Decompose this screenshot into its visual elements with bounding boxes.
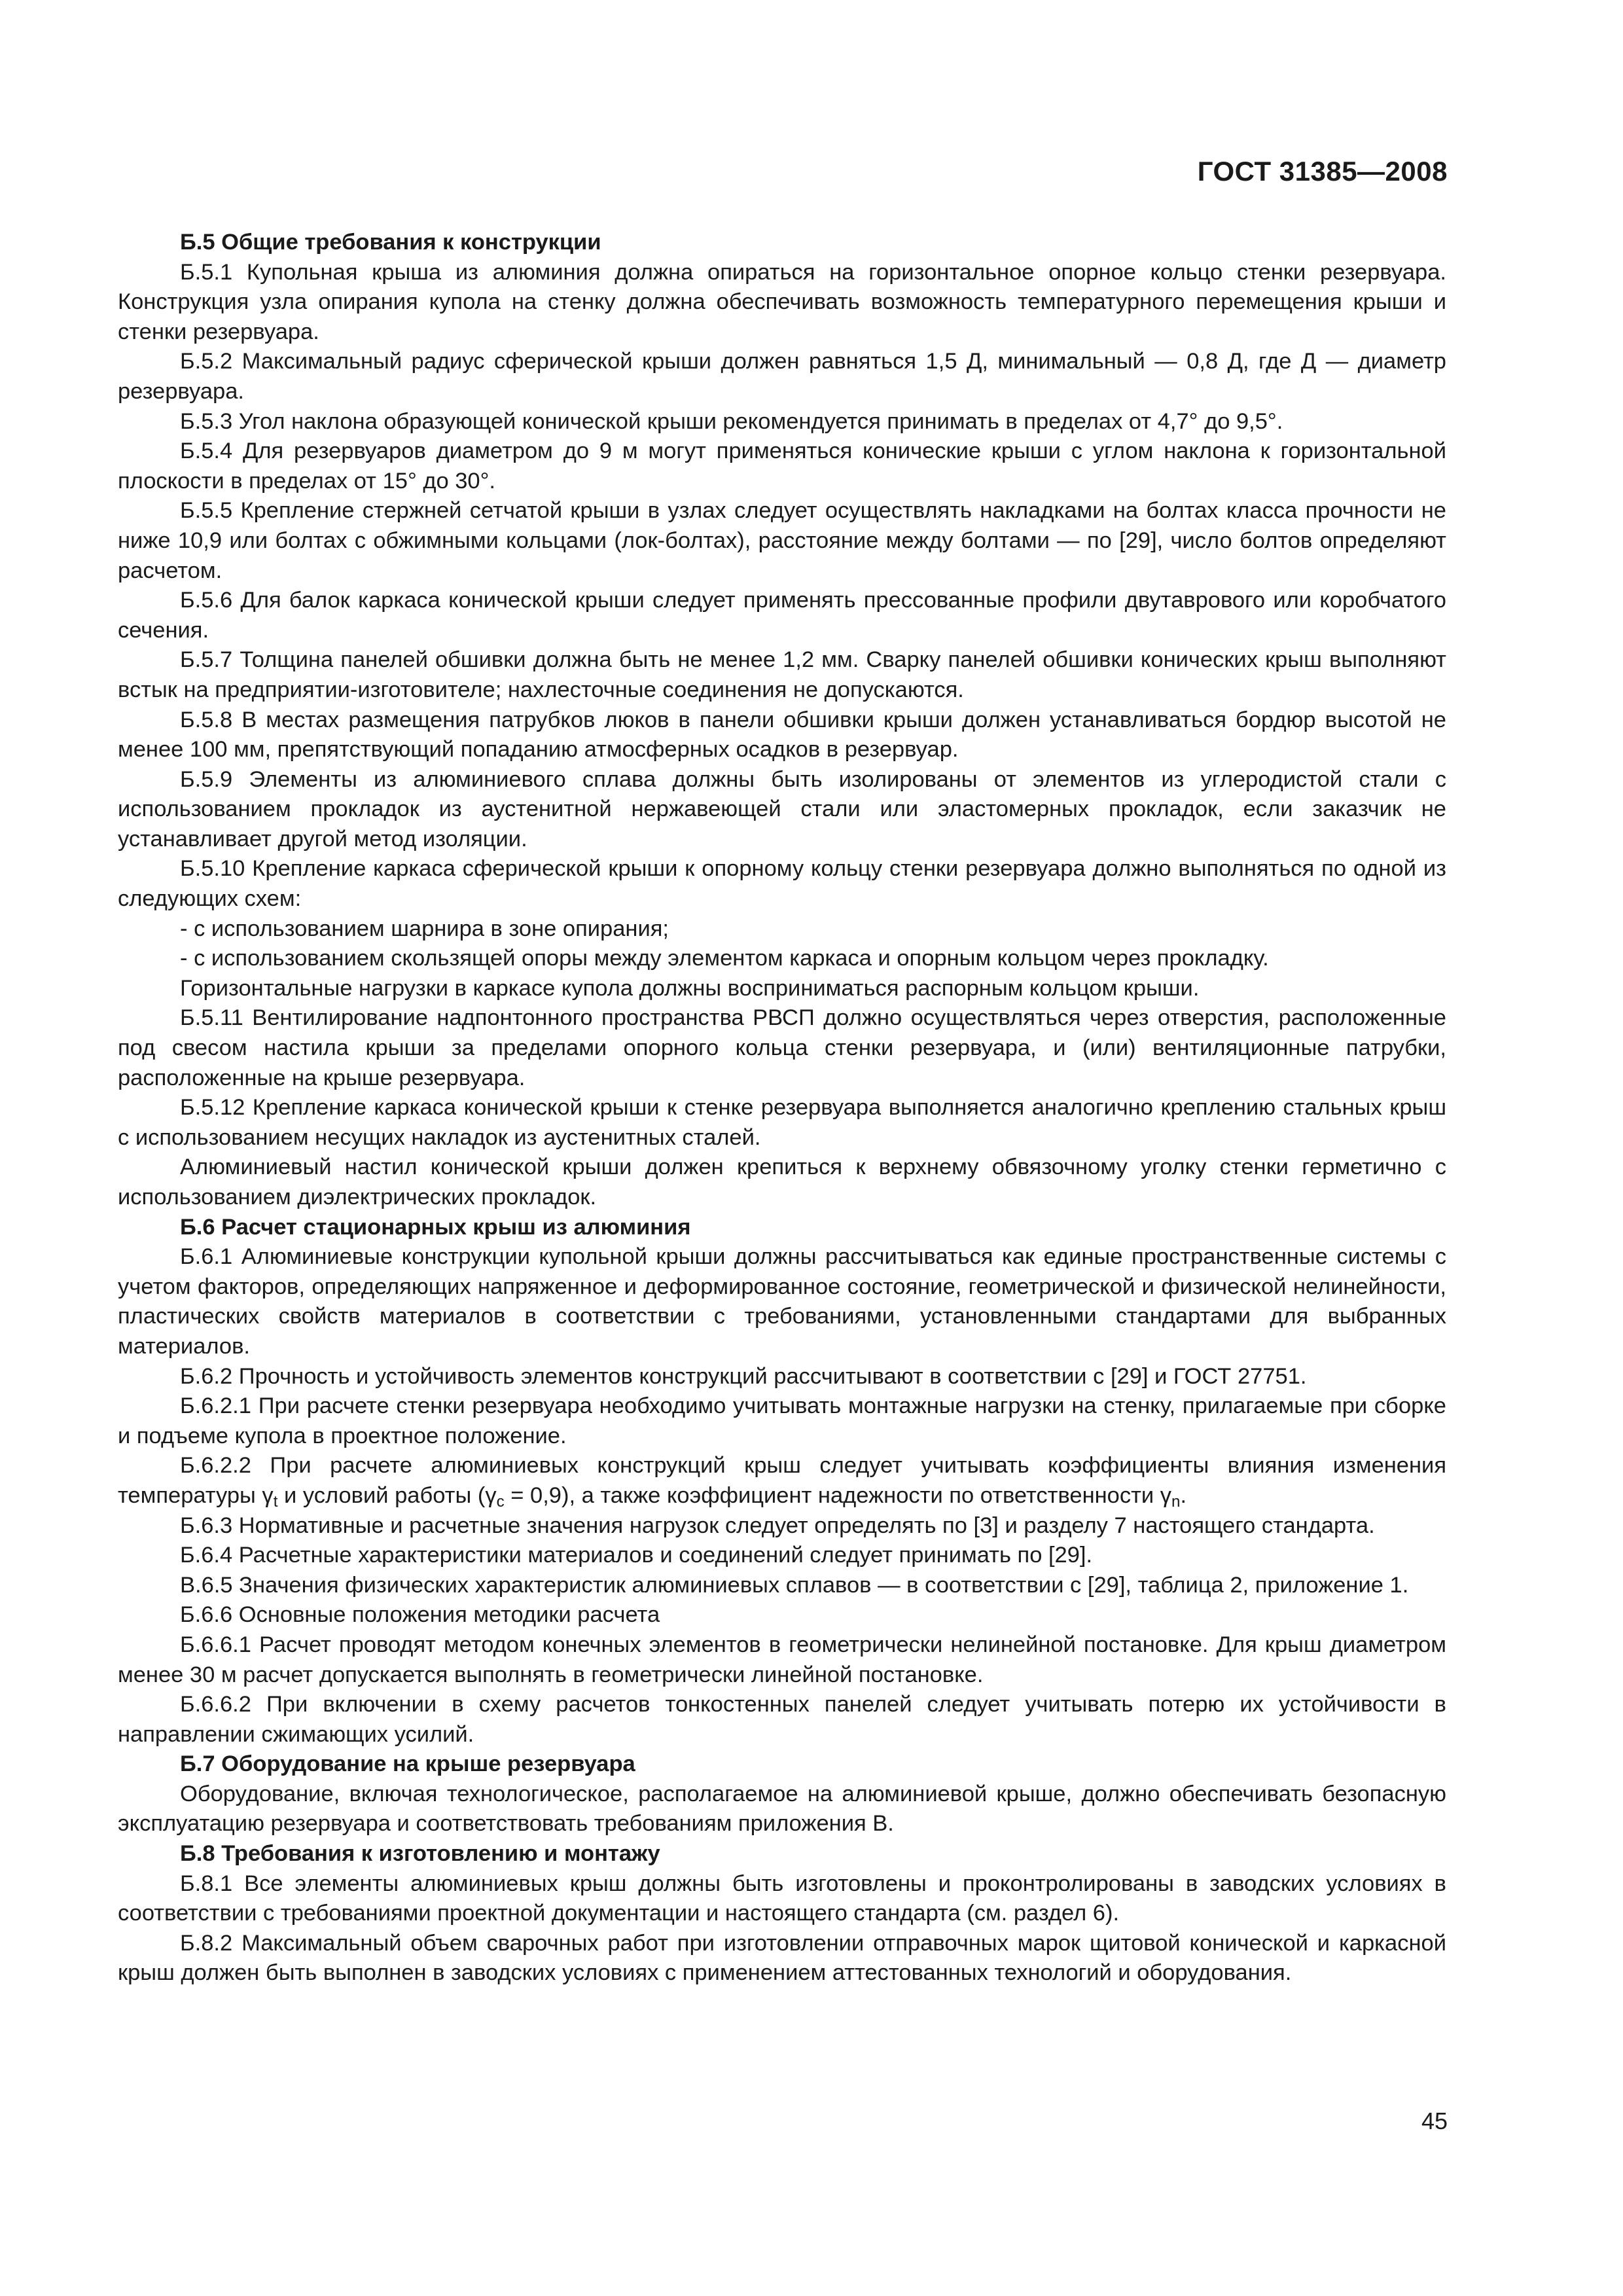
page-number: 45: [1421, 2108, 1448, 2134]
section-heading: Б.5 Общие требования к конструкции: [180, 230, 601, 255]
paragraph: Б.5.3 Угол наклона образующей конической крыши рекомендуется принимать в пределах от 4,7° до 9,5°.: [180, 408, 1283, 434]
paragraph: Б.5.9 Элементы из алюминиевого сплава должны быть изолированы от элементов из углеродистой стали с использованием прокладок из аустенитной нержавеющей стали или эластомерных прокладок, если заказчик не устанавливает другой метод изоляции.: [118, 766, 1446, 852]
paragraph: Б.8.1 Все элементы алюминиевых крыш должны быть изготовлены и проконтролированы в заводских условиях в соответствии с требованиями проектной документации и настоящего стандарта (см. раздел 6).: [118, 1871, 1446, 1926]
paragraph: Б.6.1 Алюминиевые конструкции купольной крыши должны рассчитываться как единые пространственные системы с учетом факторов, определяющих напряженное и деформированное состояние, геометрической и физической нелинейности, пластических свойств материалов в соответствии с требованиями, установленными стандартами для выбранных материалов.: [118, 1244, 1446, 1359]
paragraph: В.6.5 Значения физических характеристик алюминиевых сплавов — в соответствии с [29], таблица 2, приложение 1.: [180, 1572, 1409, 1598]
section-heading: Б.6 Расчет стационарных крыш из алюминия: [180, 1214, 691, 1240]
paragraph: Б.6.6.2 При включении в схему расчетов тонкостенных панелей следует учитывать потерю их устойчивости в направлении сжимающих усилий.: [118, 1692, 1446, 1747]
paragraph: Б.5.4 Для резервуаров диаметром до 9 м могут применяться конические крыши с углом наклона к горизонтальной плоскости в пределах от 15° до 30°.: [118, 439, 1446, 493]
paragraph: Б.5.7 Толщина панелей обшивки должна быть не менее 1,2 мм. Сварку панелей обшивки конических крыш выполняют встык на предприятии-изготовителе; нахлесточные соединения не допускаются.: [118, 647, 1446, 702]
text-run: = 0,9), а также коэффициент надежности по ответственности γ: [504, 1482, 1172, 1508]
paragraph: Б.5.1 Купольная крыша из алюминия должна опираться на горизонтальное опорное кольцо стенки резервуара. Конструкция узла опирания купола на стенку должна обеспечивать возможность температурного перемещения крыши и стенки резервуара.: [118, 259, 1446, 344]
paragraph: Б.6.2.1 При расчете стенки резервуара необходимо учитывать монтажные нагрузки на стенку, прилагаемые при сборке и подъеме купола в проектное положение.: [118, 1393, 1446, 1448]
paragraph: Б.5.11 Вентилирование надпонтонного пространства РВСП должно осуществляться через отверстия, расположенные под свесом настила крыши за пределами опорного кольца стенки резервуара, и (или) вентиляционные патрубки, расположенные на крыше резервуара.: [118, 1005, 1446, 1090]
subscript: n: [1171, 1492, 1181, 1511]
paragraph: Б.5.8 В местах размещения патрубков люков в панели обшивки крыши должен устанавливаться бордюр высотой не менее 100 мм, препятствующий попаданию атмосферных осадков в резервуар.: [118, 707, 1446, 762]
paragraph: Б.6.2 Прочность и устойчивость элементов конструкций рассчитывают в соответствии с [29] и ГОСТ 27751.: [180, 1363, 1307, 1389]
list-item: - с использованием шарнира в зоне опирания;: [180, 916, 669, 941]
paragraph: Б.5.5 Крепление стержней сетчатой крыши в узлах следует осуществлять накладками на болтах класса прочности не ниже 10,9 или болтах с обжимными кольцами (лок-болтах), расстояние между болтами — по [29], число болтов определяют расчетом.: [118, 498, 1446, 583]
paragraph-with-subscripts: [118, 1451, 1446, 1511]
section-heading: Б.7 Оборудование на крыше резервуара: [180, 1751, 635, 1777]
paragraph: Б.5.6 Для балок каркаса конической крыши следует применять прессованные профили двутаврового или коробчатого сечения.: [118, 588, 1446, 643]
list-item: - с использованием скользящей опоры между элементом каркаса и опорным кольцом через прокладку.: [180, 946, 1269, 971]
document-header: ГОСТ 31385—2008: [1197, 156, 1448, 187]
paragraph: Б.6.6.1 Расчет проводят методом конечных элементов в геометрически нелинейной постановке. Для крыш диаметром менее 30 м расчет допускается выполнять в геометрически линейной постановке.: [118, 1632, 1446, 1687]
paragraph: Б.6.6 Основные положения методики расчета: [180, 1602, 660, 1628]
paragraph: Б.5.12 Крепление каркаса конической крыши к стенке резервуара выполняется аналогично креплению стальных крыш с использованием несущих накладок из аустенитных сталей.: [118, 1095, 1446, 1150]
paragraph: Горизонтальные нагрузки в каркасе купола должны восприниматься распорным кольцом крыши.: [180, 975, 1200, 1001]
paragraph: Б.5.2 Максимальный радиус сферической крыши должен равняться 1,5 Д, минимальный — 0,8 Д, где Д — диаметр резервуара.: [118, 349, 1446, 404]
paragraph: Б.6.3 Нормативные и расчетные значения нагрузок следует определять по [3] и разделу 7 настоящего стандарта.: [180, 1513, 1375, 1538]
section-heading: Б.8 Требования к изготовлению и монтажу: [180, 1841, 660, 1867]
text-run: .: [1180, 1482, 1187, 1508]
paragraph: Б.5.10 Крепление каркаса сферической крыши к опорному кольцу стенки резервуара должно выполняться по одной из следующих схем:: [118, 856, 1446, 912]
subscript: c: [496, 1492, 505, 1511]
paragraph: Алюминиевый настил конической крыши должен крепиться к верхнему обвязочному уголку стенки герметично с использованием диэлектрических прокладок.: [118, 1155, 1446, 1210]
text-run: и условий работы (γ: [277, 1482, 497, 1508]
paragraph: Оборудование, включая технологическое, располагаемое на алюминиевой крыше, должно обеспечивать безопасную эксплуатацию резервуара и соответствовать требованиям приложения В.: [118, 1781, 1446, 1837]
document-body: [118, 228, 1446, 1988]
text-run: Б.6.2.2 При расчете алюминиевых конструкций крыш следует учитывать коэффициенты влияния изменения температуры γ: [118, 1453, 1446, 1508]
subscript: t: [273, 1492, 278, 1511]
paragraph: Б.6.4 Расчетные характеристики материалов и соединений следует принимать по [29].: [180, 1543, 1093, 1568]
paragraph: Б.8.2 Максимальный объем сварочных работ при изготовлении отправочных марок щитовой конической и каркасной крыш должен быть выполнен в заводских условиях с применением аттестованных технологий и оборудования.: [118, 1930, 1446, 1986]
